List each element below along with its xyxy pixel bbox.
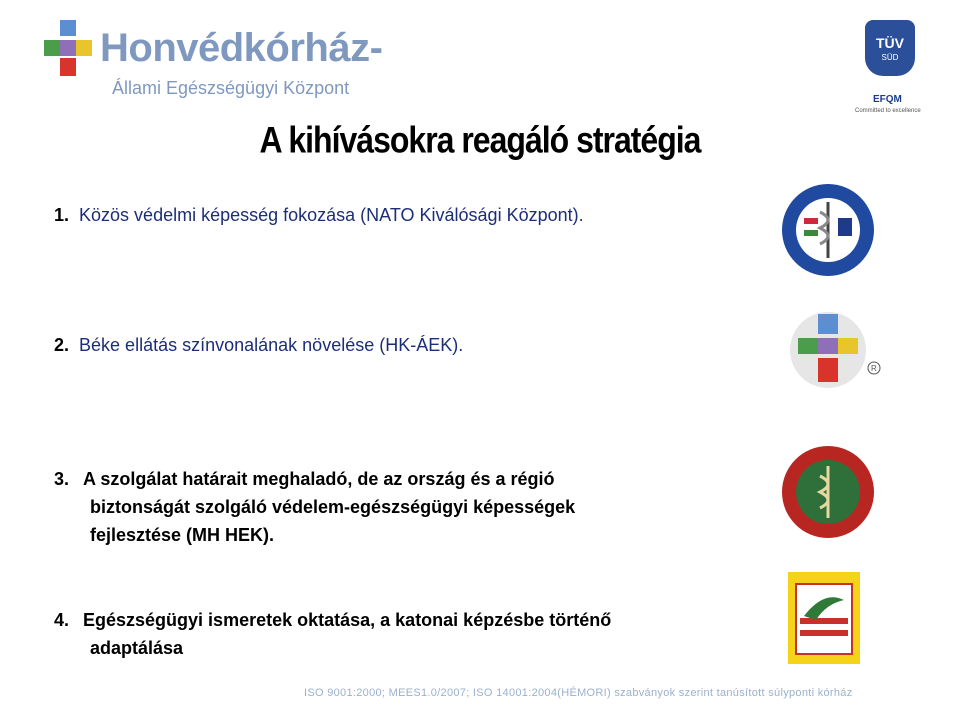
tuv-sub-label: SÜD — [881, 53, 899, 62]
strategy-item-4 — [54, 606, 756, 662]
nato-coe-emblem — [780, 182, 876, 278]
item-number: 3. — [54, 469, 70, 489]
item-number: 4. — [54, 610, 70, 630]
puzzle-logo — [790, 310, 886, 392]
item-text-line1: Egészségügyi ismeretek oktatása, a katonai képzésbe történő — [83, 610, 612, 630]
strategy-item-1 — [54, 205, 584, 226]
efqm-sub-label: Committed to excellence — [855, 108, 921, 114]
strategy-item-2 — [54, 335, 463, 356]
item-text-line3: fejlesztése (MH HEK). — [90, 525, 275, 545]
item-text: Közös védelmi képesség fokozása (NATO Kiválósági Központ). — [79, 205, 584, 225]
item-number: 2. — [54, 335, 70, 355]
item-text-line2: adaptálása — [90, 638, 184, 658]
hek-emblem — [780, 444, 876, 540]
page-title: A kihívásokra reagáló stratégia — [259, 119, 701, 161]
item-text: Béke ellátás színvonalának növelése (HK-ÁEK). — [79, 335, 464, 355]
strategy-item-3 — [54, 465, 756, 549]
brand-title: Honvédkórház- — [100, 26, 383, 70]
item-text-line1: A szolgálat határait meghaladó, de az ország és a régió — [83, 469, 555, 489]
certification-block — [853, 16, 923, 120]
footer-text: ISO 9001:2000; MEES1.0/2007; ISO 14001:2004(HÉMORI) szabványok szerint tanúsított súlyponti kórház — [304, 687, 853, 699]
tuv-cert-icon — [865, 20, 915, 76]
brand-logo — [40, 18, 383, 114]
item-number: 1. — [54, 205, 70, 225]
tuv-label: TÜV — [876, 35, 904, 51]
item-text-line2: biztonságát szolgáló védelem-egészségügyi képességek — [90, 497, 576, 517]
zrinyi-university-emblem — [786, 570, 862, 666]
brand-subtitle: Állami Egészségügyi Központ — [112, 78, 350, 98]
svg-text:R: R — [871, 364, 877, 373]
honved-puzzle-logo — [40, 18, 98, 96]
efqm-label: EFQM — [873, 94, 902, 105]
